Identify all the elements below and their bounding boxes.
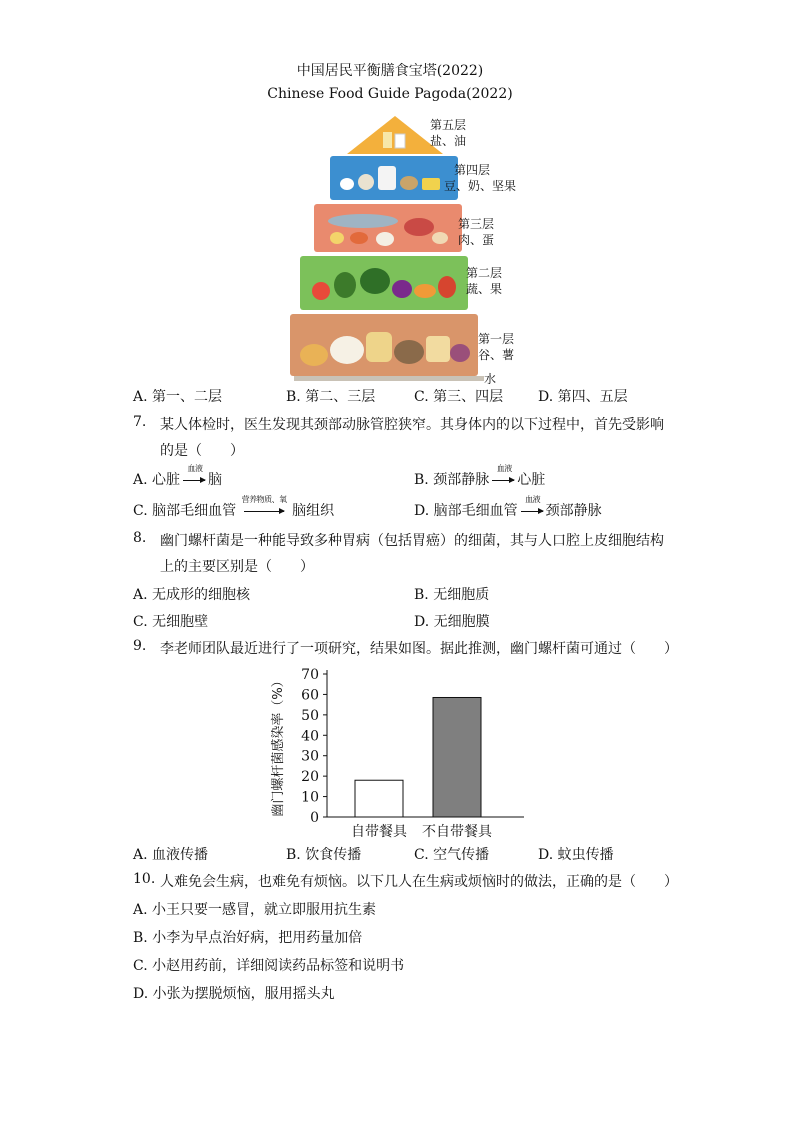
- q7-option-a[interactable]: A. 心脏 血液 脑: [133, 464, 223, 488]
- bar-2: [433, 697, 481, 817]
- y-tick-label: 10: [301, 789, 319, 806]
- pagoda-layer-2: [300, 256, 468, 310]
- pagoda-base: [294, 376, 484, 381]
- q8-option-a[interactable]: A. 无成形的细胞核: [133, 587, 251, 603]
- water-label: 水: [484, 372, 497, 386]
- q9-option-a[interactable]: A. 血液传播: [133, 847, 209, 863]
- q9-number: 9.: [133, 638, 147, 654]
- y-tick-label: 0: [310, 810, 319, 826]
- q8-number: 8.: [133, 530, 147, 546]
- q9-stem: 李老师团队最近进行了一项研究，结果如图。据此推测，幽门螺杆菌可通过（ ）: [160, 641, 678, 657]
- y-tick-label: 70: [301, 667, 319, 683]
- q7-stem-line2: 的是（ ）: [160, 443, 244, 459]
- q8-stem-line2: 上的主要区别是（ ）: [160, 559, 314, 575]
- q8-stem-line1: 幽门螺杆菌是一种能导致多种胃病（包括胃癌）的细菌，其与人口腔上皮细胞结构: [160, 533, 664, 549]
- x-category-label: 不自带餐具: [422, 824, 492, 840]
- q6-option-b[interactable]: B. 第二、三层: [286, 389, 376, 405]
- q10-option-a[interactable]: A. 小王只要一感冒，就立即服用抗生素: [133, 902, 377, 918]
- layer-3-label: 第三层 肉、蛋: [458, 217, 495, 247]
- bar-1: [355, 780, 403, 817]
- q10-option-d[interactable]: D. 小张为摆脱烦恼，服用摇头丸: [133, 986, 335, 1002]
- q7-stem-line1: 某人体检时，医生发现其颈部动脉管腔狭窄。其身体内的以下过程中，首先受影响: [160, 417, 664, 433]
- pagoda-layer-4: [330, 156, 458, 200]
- q9-option-c[interactable]: C. 空气传播: [414, 847, 490, 863]
- pagoda-layer-1: [290, 314, 478, 376]
- y-axis-label: 幽门螺杆菌感染率（%）: [271, 674, 286, 817]
- q6-option-a[interactable]: A. 第一、二层: [133, 389, 223, 405]
- q10-option-b[interactable]: B. 小李为早点治好病，把用药量加倍: [133, 930, 363, 946]
- figure-title-en: Chinese Food Guide Pagoda(2022): [267, 86, 513, 102]
- q7-option-b[interactable]: B. 颈部静脉 血液 心脏: [414, 464, 546, 488]
- layer-4-label: 第四层 豆、奶、坚果: [444, 163, 517, 193]
- q8-option-c[interactable]: C. 无细胞壁: [133, 614, 209, 630]
- pagoda-layer-3: [314, 204, 462, 252]
- y-tick-label: 50: [301, 707, 319, 724]
- q9-option-b[interactable]: B. 饮食传播: [286, 847, 362, 863]
- q7-option-d[interactable]: D. 脑部毛细血管 血液 颈部静脉: [414, 495, 602, 519]
- q6-option-c[interactable]: C. 第三、四层: [414, 389, 504, 405]
- q8-option-d[interactable]: D. 无细胞膜: [414, 614, 490, 630]
- y-tick-label: 40: [301, 728, 319, 745]
- infection-rate-chart: [262, 660, 542, 845]
- q6-option-d[interactable]: D. 第四、五层: [538, 389, 628, 405]
- q10-number: 10.: [133, 871, 156, 887]
- layer-2-label: 第二层 蔬、果: [466, 266, 503, 296]
- y-tick-label: 20: [301, 769, 319, 786]
- y-tick-label: 30: [301, 748, 319, 765]
- y-tick-label: 60: [301, 687, 319, 704]
- q7-number: 7.: [133, 414, 147, 430]
- figure-title-cn: 中国居民平衡膳食宝塔(2022): [296, 63, 484, 79]
- q7-option-c[interactable]: C. 脑部毛细血管 营养物质、氧 脑组织: [133, 495, 335, 519]
- layer-5-label: 第五层 盐、油: [430, 118, 467, 148]
- layer-1-label: 第一层 谷、薯: [478, 332, 515, 362]
- x-category-label: 自带餐具: [351, 824, 407, 840]
- q8-option-b[interactable]: B. 无细胞质: [414, 587, 490, 603]
- q10-stem: 人难免会生病，也难免有烦恼。以下几人在生病或烦恼时的做法，正确的是（ ）: [160, 874, 678, 890]
- q10-option-c[interactable]: C. 小赵用药前，详细阅读药品标签和说明书: [133, 958, 405, 974]
- q9-option-d[interactable]: D. 蚊虫传播: [538, 847, 614, 863]
